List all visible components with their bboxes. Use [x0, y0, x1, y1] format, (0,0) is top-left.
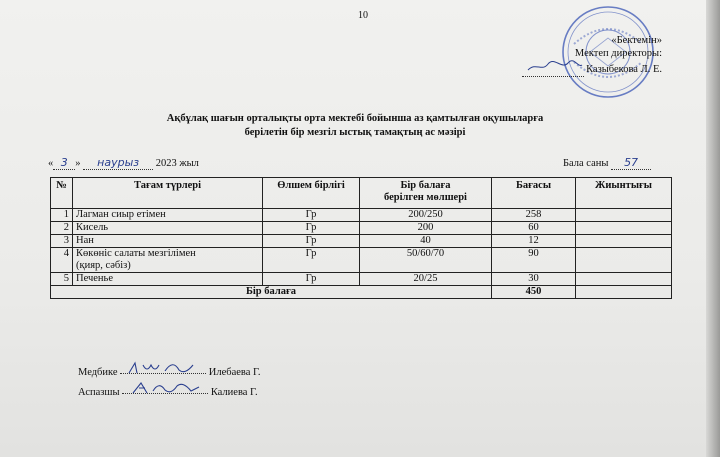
- approval-heading: «Бектемін»: [611, 35, 662, 46]
- dish-name: Нан: [73, 235, 263, 248]
- page-edge-shadow: [706, 0, 720, 457]
- cook-signature: [122, 381, 208, 394]
- cook-name: Калиева Г.: [210, 387, 258, 398]
- document-title: [120, 112, 590, 140]
- nurse-signature-line: [78, 361, 261, 378]
- dish-name: Печенье: [73, 273, 263, 286]
- row-number: 5: [51, 273, 73, 286]
- nurse-signature: [120, 361, 206, 374]
- table-row: [51, 222, 672, 235]
- header-amount-line-1: Бір балаға: [400, 180, 451, 191]
- total-value: 450: [492, 286, 576, 299]
- nurse-name: Илебаева Г.: [208, 367, 261, 378]
- table-row: [51, 209, 672, 222]
- header-amount: [360, 178, 492, 209]
- table-header-row: [51, 178, 672, 209]
- total-empty-cell: [576, 286, 672, 299]
- table-row: [51, 248, 672, 273]
- unit: Гр: [263, 273, 360, 286]
- dish-name: Кисель: [73, 222, 263, 235]
- total: [576, 209, 672, 222]
- row-number: 4: [51, 248, 73, 273]
- date-line: [48, 156, 199, 170]
- cook-signature-line: [78, 381, 258, 398]
- price: 60: [492, 222, 576, 235]
- price: 258: [492, 209, 576, 222]
- amount: 50/60/70: [360, 248, 492, 273]
- row-number: 1: [51, 209, 73, 222]
- price: 30: [492, 273, 576, 286]
- page-number: 10: [358, 10, 368, 21]
- date-close-quote: »: [75, 158, 81, 169]
- nurse-signature-scribble: [123, 361, 203, 375]
- date-open-quote: «: [48, 158, 54, 169]
- director-signature-scribble: [524, 60, 584, 72]
- header-unit: Өлшем бірлігі: [263, 178, 360, 209]
- children-count-label: Бала саны: [563, 158, 609, 169]
- approval-block: [522, 34, 662, 77]
- cook-label: Аспазшы: [78, 387, 120, 398]
- row-number: 2: [51, 222, 73, 235]
- director-signature: [522, 60, 584, 77]
- total: [576, 273, 672, 286]
- header-dish-types: Тағам түрлері: [73, 178, 263, 209]
- date-day: 3: [53, 156, 75, 170]
- dish-name-line-1: Көкөніс салаты мезгілімен: [76, 248, 196, 259]
- unit: Гр: [263, 235, 360, 248]
- title-line-2: берілетін бір мезгіл ыстық тамақтың ас мәзірі: [244, 127, 466, 138]
- total: [576, 222, 672, 235]
- date-year: 2023 жыл: [155, 158, 199, 169]
- price: 90: [492, 248, 576, 273]
- nurse-label: Медбике: [78, 367, 118, 378]
- amount: 20/25: [360, 273, 492, 286]
- approval-position: Мектеп директоры:: [574, 48, 662, 59]
- amount: 200: [360, 222, 492, 235]
- dish-name-line-2: (қияр, сәбіз): [76, 260, 131, 271]
- approval-signature-line: [522, 60, 662, 77]
- table-row: [51, 273, 672, 286]
- unit: Гр: [263, 248, 360, 273]
- amount: 40: [360, 235, 492, 248]
- header-amount-line-2: берілген мөлшері: [384, 192, 467, 203]
- menu-table: [50, 177, 672, 299]
- total: [576, 235, 672, 248]
- unit: Гр: [263, 209, 360, 222]
- dish-name: [73, 248, 263, 273]
- header-price: Бағасы: [492, 178, 576, 209]
- cook-signature-scribble: [125, 381, 205, 395]
- director-name: Казыбекова Л. Е.: [586, 64, 662, 75]
- total: [576, 248, 672, 273]
- row-number: 3: [51, 235, 73, 248]
- dish-name: Лагман сиыр етімен: [73, 209, 263, 222]
- header-total: Жиынтығы: [576, 178, 672, 209]
- header-number: №: [51, 178, 73, 209]
- title-line-1: Ақбұлақ шағын орталықты орта мектебі бойынша аз қамтылған оқушыларға: [166, 113, 544, 124]
- table-row: [51, 235, 672, 248]
- unit: Гр: [263, 222, 360, 235]
- amount: 200/250: [360, 209, 492, 222]
- children-count-line: [563, 156, 651, 170]
- table-total-row: [51, 286, 672, 299]
- total-label: Бір балаға: [51, 286, 492, 299]
- date-month: наурыз: [83, 156, 153, 170]
- children-count-value: 57: [611, 156, 651, 170]
- price: 12: [492, 235, 576, 248]
